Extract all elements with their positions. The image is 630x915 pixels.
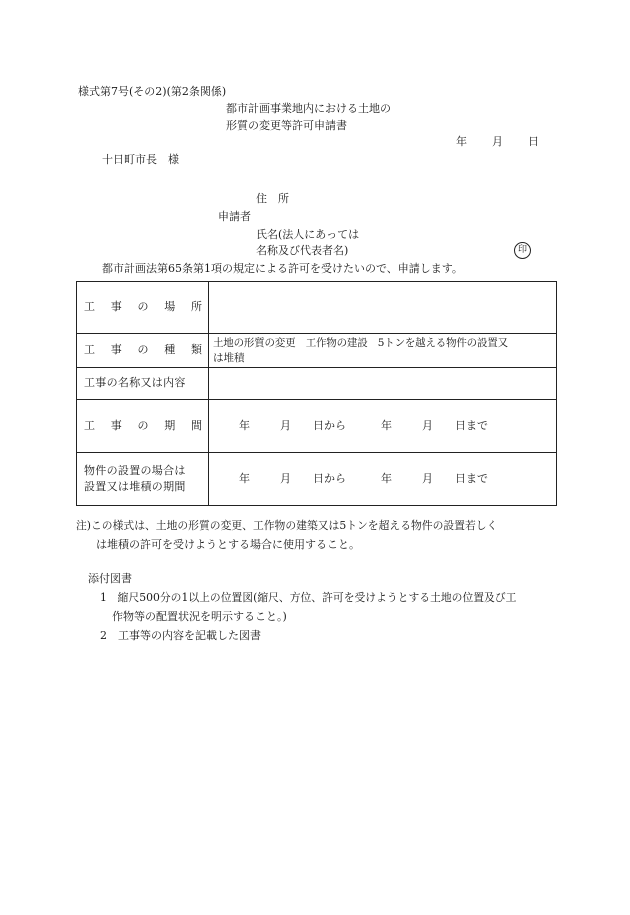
usage-note-line-2: は堆積の許可を受けようとする場合に使用すること。 [96, 538, 360, 551]
construction-type-line-1: 土地の形質の変更 工作物の建設 5トンを越える物件の設置又 [213, 337, 508, 350]
date-month: 月 [492, 135, 503, 148]
construction-location-label: 工 事 の 場 所 [77, 282, 209, 334]
placement-period-field[interactable] [209, 453, 557, 506]
address-label: 住 所 [256, 192, 289, 205]
name-label-line-1: 氏名(法人にあっては [256, 228, 360, 241]
date-year: 年 [456, 135, 467, 148]
table-row [77, 453, 557, 506]
construction-name-label: 工事の名称又は内容 [77, 368, 209, 400]
construction-period-label: 工 事 の 期 間 [77, 400, 209, 453]
attachment-item-1: 1 縮尺500分の1以上の位置図(縮尺、方位、許可を受けようとする土地の位置及び工 [100, 591, 517, 604]
attachment-item-1-continued: 作物等の配置状況を明示すること。) [112, 610, 287, 623]
placement-period-label: 物件の設置の場合は 設置又は堆積の期間 [77, 453, 209, 506]
construction-type-field[interactable] [209, 334, 557, 368]
table-row [77, 334, 557, 368]
name-label-line-2: 名称及び代表者名) [256, 244, 349, 257]
construction-name-field[interactable] [209, 368, 557, 400]
intro-text: 都市計画法第65条第1項の規定による許可を受けたいので、申請します。 [102, 262, 463, 275]
table-row [77, 400, 557, 453]
usage-note-line-1: 注)この様式は、土地の形質の変更、工作物の建築又は5トンを超える物件の設置若しく [76, 519, 498, 532]
attachments [88, 569, 568, 645]
form-number: 様式第7号(その2)(第2条関係) [78, 85, 227, 98]
title-line-1: 都市計画事業地内における土地の [226, 102, 391, 115]
table-row [77, 368, 557, 400]
title-line-2: 形質の変更等許可申請書 [226, 119, 347, 132]
construction-period-dates: 年 月 日から 年 月 日まで [239, 418, 488, 432]
application-table [76, 281, 557, 506]
construction-location-field[interactable] [209, 282, 557, 334]
date-day: 日 [528, 135, 539, 148]
seal-mark: 印 [514, 242, 531, 259]
attachment-item-2: 2 工事等の内容を記載した図書 [100, 629, 261, 642]
construction-type-line-2: は堆積 [213, 351, 245, 364]
addressee: 十日町市長 様 [102, 153, 179, 166]
attachments-heading: 添付図書 [88, 572, 132, 585]
table-row [77, 282, 557, 334]
usage-note [76, 516, 566, 554]
construction-period-field[interactable] [209, 400, 557, 453]
placement-period-dates: 年 月 日から 年 月 日まで [239, 471, 488, 485]
construction-type-label: 工 事 の 種 類 [77, 334, 209, 368]
applicant-label: 申請者 [218, 210, 251, 223]
